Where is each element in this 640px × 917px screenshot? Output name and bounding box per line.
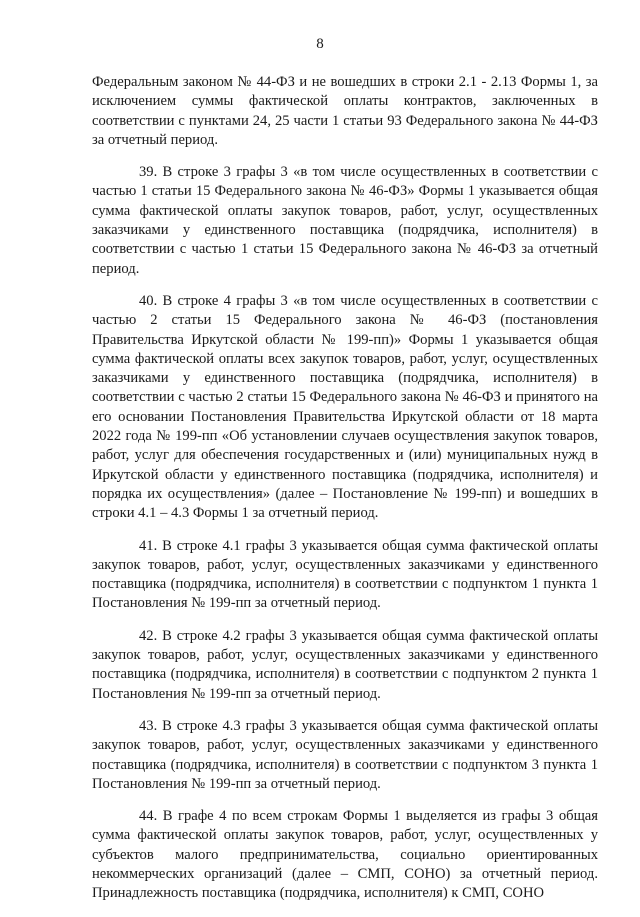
paragraph-39: 39. В строке 3 графы 3 «в том числе осуществленных в соответствии с частью 1 статьи 15 Федерального закона № 46-ФЗ» Формы 1 указывается общая сумма фактической оплаты закупок товаров, работ, услуг, осуществленных заказчиками у единственного поставщика (подрядчика, исполнителя) в соответствии с частью 1 статьи 15 Федерального закона № 46-ФЗ за отчетный период.	[92, 164, 598, 277]
paragraph-continuation: Федеральным законом № 44-ФЗ и не вошедших в строки 2.1 - 2.13 Формы 1, за исключением суммы фактической оплаты контрактов, заключенных в соответствии с пунктами 24, 25 части 1 статьи 93 Федерального закона № 44-ФЗ за отчетный период.	[92, 74, 598, 148]
page-number: 8	[316, 36, 324, 52]
paragraph-42: 42. В строке 4.2 графы 3 указывается общая сумма фактической оплаты закупок товаров, работ, услуг, осуществленных заказчиками у единственного поставщика (подрядчика, исполнителя) в соответствии с подпунктом 2 пункта 1 Постановления № 199-пп за отчетный период.	[92, 627, 598, 702]
paragraph-44: 44. В графе 4 по всем строкам Формы 1 выделяется из графы 3 общая сумма фактической оплаты закупок товаров, работ, услуг, осуществленных у субъектов малого предпринимательства, социально ориентированных некоммерческих организаций (далее – СМП, СОНО) за отчетный период. Принадлежность поставщика (подрядчика, исполнителя) к СМП, СОНО	[92, 808, 598, 902]
paragraph-43: 43. В строке 4.3 графы 3 указывается общая сумма фактической оплаты закупок товаров, работ, услуг, осуществленных заказчиками у единственного поставщика (подрядчика, исполнителя) в соответствии с подпунктом 3 пункта 1 Постановления № 199-пп за отчетный период.	[92, 717, 598, 792]
document-body	[92, 73, 598, 917]
paragraph-41: 41. В строке 4.1 графы 3 указывается общая сумма фактической оплаты закупок товаров, работ, услуг, осуществленных заказчиками у единственного поставщика (подрядчика, исполнителя) в соответствии с подпунктом 1 пункта 1 Постановления № 199-пп за отчетный период.	[92, 537, 598, 612]
paragraph-40: 40. В строке 4 графы 3 «в том числе осуществленных в соответствии с частью 2 статьи 15 Федерального закона № 46-ФЗ (постановления Правительства Иркутской области № 199-пп)» Формы 1 указывается общая сумма фактической оплаты всех закупок товаров, работ, услуг, осуществленных заказчиками у единственного поставщика (подрядчика, исполнителя) в соответствии с частью 2 статьи 15 Федерального закона № 46-ФЗ и принятого на его основании Постановления Правительства Иркутской области от 18 марта 2022 года № 199-пп «Об установлении случаев осуществления закупок товаров, работ, услуг для обеспечения государственных и (или) муниципальных нужд в Иркутской области у единственного поставщика (подрядчика, исполнителя) и порядка их осуществления» (далее – Постановление № 199-пп) и вошедших в строки 4.1 – 4.3 Формы 1 за отчетный период.	[92, 292, 598, 522]
